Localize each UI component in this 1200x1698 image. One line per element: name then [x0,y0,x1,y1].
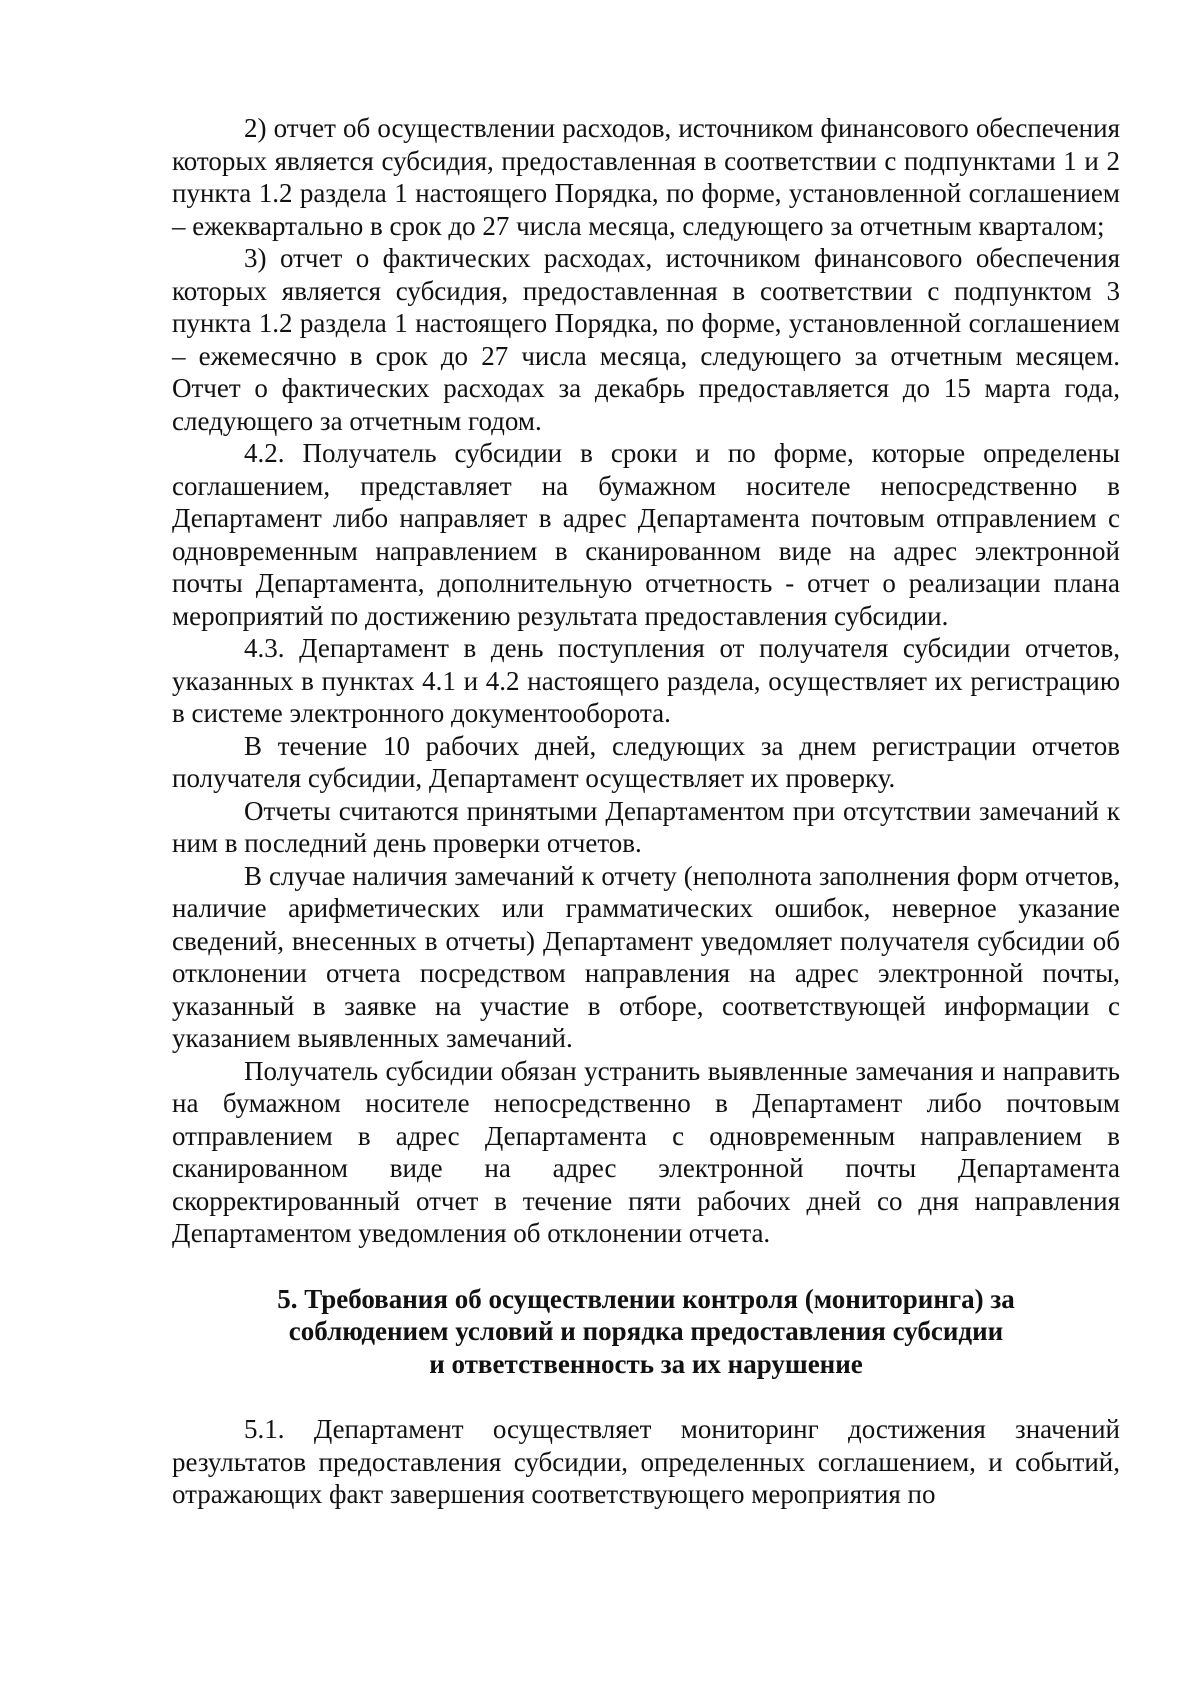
paragraph-reports-accepted: Отчеты считаются принятыми Департаментом при отсутствии замечаний к ним в последний день проверки отчетов. [172,795,1120,858]
paragraph-4-3: 4.3. Департамент в день поступления от получателя субсидии отчетов, указанных в пунктах 4.1 и 4.2 настоящего раздела, осуществляет их регистрацию в системе электронного документооборота. [172,633,1120,728]
section-5-heading-line-1: 5. Требования об осуществлении контроля (мониторинга) за [277,1283,1015,1314]
section-5-heading-line-2: соблюдением условий и порядка предоставления субсидии [288,1316,1004,1346]
paragraph-remarks-notification: В случае наличия замечаний к отчету (неполнота заполнения форм отчетов, наличие арифметических или грамматических ошибок, неверное указание сведений, внесенных в отчеты) Департамент уведомляет получателя субсидии об отклонении отчета посредством направления на адрес электронной почты, указанный в заявке на участие в отборе, соответствующей информации с указанием выявленных замечаний. [172,860,1120,1053]
paragraph-report-expenses-quarterly: 2) отчет об осуществлении расходов, источником финансового обеспечения которых является субсидия, предоставленная в соответствии с подпунктами 1 и 2 пункта 1.2 раздела 1 настоящего Порядка, по форме, установленной соглашением – ежеквартально в срок до 27 числа месяца, следующего за отчетным кварталом; [172,113,1120,241]
paragraph-remarks-correction: Получатель субсидии обязан устранить выявленные замечания и направить на бумажном носителе непосредственно в Департамент либо почтовым отправлением в адрес Департамента с одновременным направлением в сканированном виде на адрес электронной почты Департамента скорректированный отчет в течение пяти рабочих дней со дня направления Департаментом уведомления об отклонении отчета. [172,1055,1120,1248]
document-body [172,112,1120,1511]
section-5-heading-line-3: и ответственность за их нарушение [429,1348,863,1379]
paragraph-review-period: В течение 10 рабочих дней, следующих за днем регистрации отчетов получателя субсидии, Департамент осуществляет их проверку. [172,730,1120,793]
paragraph-4-2: 4.2. Получатель субсидии в сроки и по форме, которые определены соглашением, представляет на бумажном носителе непосредственно в Департамент либо направляет в адрес Департамента почтовым отправлением с одновременным направлением в сканированном виде на адрес электронной почты Департамента, дополнительную отчетность - отчет о реализации плана мероприятий по достижению результата предоставления субсидии. [172,438,1120,631]
section-5-heading [172,1283,1120,1381]
paragraph-report-actual-expenses-monthly: 3) отчет о фактических расходах, источником финансового обеспечения которых является субсидия, предоставленная в соответствии с подпунктом 3 пункта 1.2 раздела 1 настоящего Порядка, по форме, установленной соглашением – ежемесячно в срок до 27 числа месяца, следующего за отчетным месяцем. Отчет о фактических расходах за декабрь предоставляется до 15 марта года, следующего за отчетным годом. [172,243,1120,436]
paragraph-5-1: 5.1. Департамент осуществляет мониторинг достижения значений результатов предоставления субсидии, определенных соглашением, и событий, отражающих факт завершения соответствующего мероприятия по [172,1414,1120,1509]
